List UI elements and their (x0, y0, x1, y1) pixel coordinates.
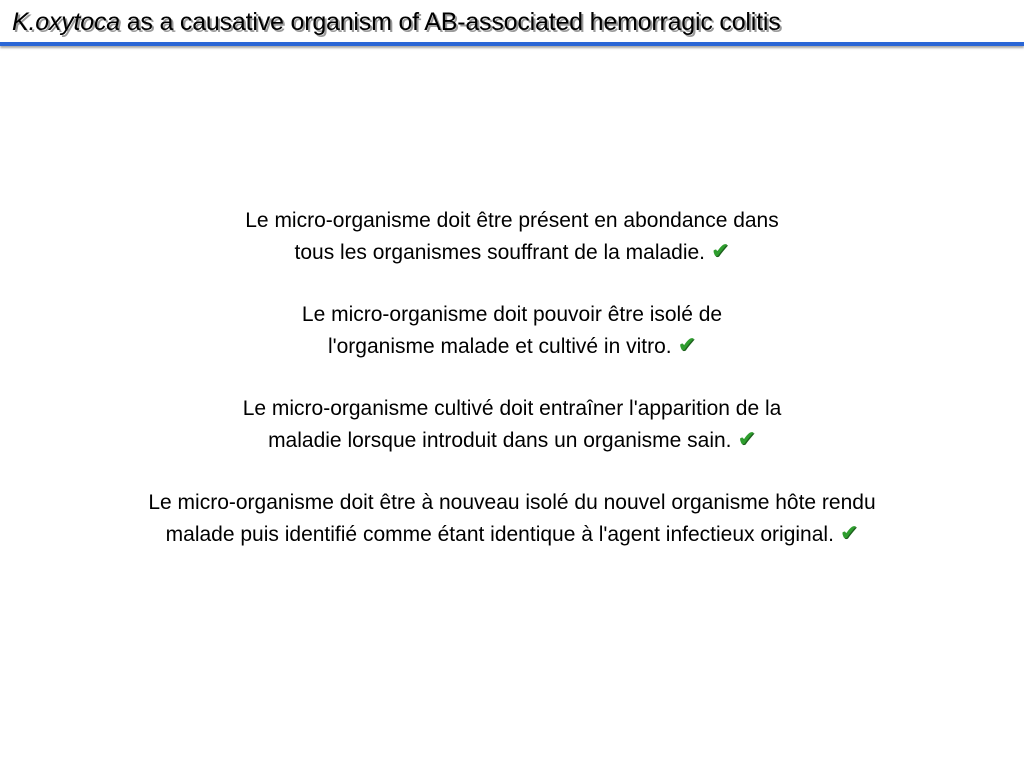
criterion-4-line-1: Le micro-organisme doit être à nouveau isolé du nouvel organisme hôte rendu (148, 491, 876, 514)
criterion-3 (0, 393, 1024, 456)
criterion-1-line-2-wrap (0, 236, 1024, 268)
criterion-3-line-2-wrap (0, 424, 1024, 456)
checkmark-icon: ✔ (839, 521, 859, 546)
criterion-4-line-2-wrap (0, 518, 1024, 550)
title-rest: as a causative organism of AB-associated hemorragic colitis (119, 8, 781, 36)
criterion-1 (0, 205, 1024, 268)
criterion-2-line-2-wrap (0, 330, 1024, 362)
title-underline (0, 42, 1024, 46)
criterion-1-line-1: Le micro-organisme doit être présent en abondance dans (245, 209, 779, 232)
checkmark-icon: ✔ (737, 427, 756, 452)
title-bar (0, 0, 1024, 50)
checkmark-icon: ✔ (677, 333, 697, 358)
criterion-3-line-1: Le micro-organisme cultivé doit entraîner l'apparition de la (242, 397, 782, 420)
criterion-2-line-1: Le micro-organisme doit pouvoir être isolé de (301, 303, 723, 326)
slide-title (12, 8, 781, 37)
criterion-4-line-2: malade puis identifié comme étant identique à l'agent infectieux original. (165, 523, 834, 546)
title-organism: K.oxytoca (12, 8, 120, 36)
criterion-1-line-2: tous les organismes souffrant de la maladie. (294, 241, 706, 264)
criterion-4 (0, 487, 1024, 550)
criterion-2 (0, 299, 1024, 362)
checkmark-icon: ✔ (711, 239, 730, 264)
criteria-list (0, 205, 1024, 550)
criterion-3-line-2: maladie lorsque introduit dans un organisme sain. (268, 429, 732, 452)
criterion-2-line-2: l'organisme malade et cultivé in vitro. (327, 335, 672, 358)
